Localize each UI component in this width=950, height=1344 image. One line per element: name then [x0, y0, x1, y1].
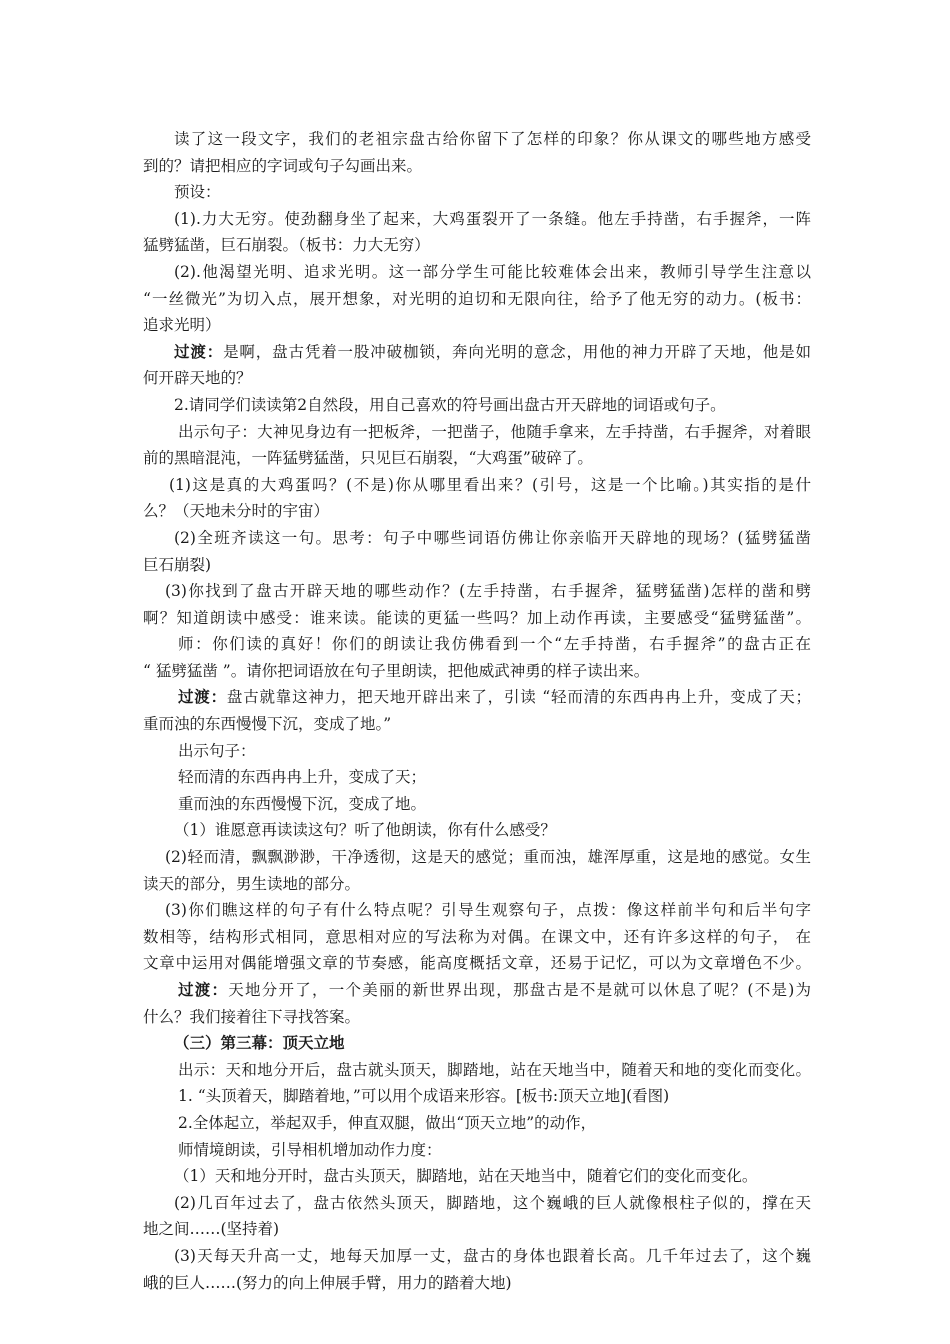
text-line [143, 1216, 811, 1243]
text-line [174, 259, 811, 286]
text-segment: 师：你们读的真好！你们的朗读让我仿佛看到一个“左手持凿，右手握斧”的盘古正在 [178, 635, 811, 654]
text-segment: 重而浊的东西慢慢下沉，变成了地。 [178, 794, 427, 813]
text-segment: 到的？请把相应的字词或句子勾画出来。 [143, 156, 423, 175]
text-line [143, 498, 811, 525]
text-line [178, 684, 811, 711]
text-segment: (2)几百年过去了，盘古依然头顶天，脚踏地，这个巍峨的巨人就像根柱子似的，撑在天 [174, 1193, 811, 1212]
bold-label: 过渡： [178, 980, 229, 999]
text-line [165, 578, 811, 605]
text-segment: 啊？知道朗读中感受：谁来读。能读的更猛一些吗？加上动作再读，主要感受“猛劈猛凿”。 [143, 608, 811, 627]
text-line [174, 339, 811, 366]
text-segment: 地之间……(坚持着) [143, 1220, 280, 1239]
text-segment: 出示句子： [178, 741, 256, 760]
text-line [143, 312, 811, 339]
text-segment: 追求光明） [143, 316, 221, 335]
text-segment: 天地分开了，一个美丽的新世界出现，那盘古是不是就可以休息了呢？(不是)为 [228, 981, 811, 999]
text-segment: (1)这是真的大鸡蛋吗？(不是)你从哪里看出来？(引号，这是一个比喻。)其实指的是什 [169, 475, 811, 494]
text-segment: 出示：天和地分开后，盘古就头顶天，脚踏地，站在天地当中，随着天和地的变化而变化。 [178, 1060, 811, 1079]
text-segment: 盘古就靠这神力，把天地开辟出来了，引读 “轻而清的东西冉冉上升，变成了天； [226, 688, 811, 707]
text-line [174, 1243, 811, 1270]
text-line [178, 764, 811, 791]
text-line [143, 286, 811, 313]
text-segment: 数相等，结构形式相同，意思相对应的写法称为对偶。在课文中，还有许多这样的句子， 在 [143, 927, 811, 946]
text-line [143, 1004, 811, 1031]
text-line [165, 897, 811, 924]
text-segment: 2.请同学们读读第2自然段，用自己喜欢的符号画出盘古开天辟地的词语或句子。 [174, 395, 726, 414]
text-line [178, 631, 811, 658]
text-segment: 预设： [174, 183, 221, 202]
text-segment: 师情境朗读，引导相机增加动作力度： [178, 1140, 442, 1159]
text-line [174, 1190, 811, 1217]
text-line [174, 817, 811, 844]
text-segment: (2).他渴望光明、追求光明。这一部分学生可能比较难体会出来，教师引导学生注意以 [174, 262, 811, 281]
text-line [143, 924, 811, 951]
text-segment: (2)全班齐读这一句。思考：句子中哪些词语仿佛让你亲临开天辟地的现场？(猛劈猛凿 [174, 528, 811, 547]
text-segment: (3)你找到了盘古开辟天地的哪些动作？(左手持凿，右手握斧，猛劈猛凿)怎样的凿和劈 [165, 582, 811, 601]
text-segment: 轻而清的东西冉冉上升，变成了天； [178, 768, 427, 787]
text-segment: （1）天和地分开时，盘古头顶天，脚踏地，站在天地当中，随着它们的变化而变化。 [174, 1167, 758, 1186]
text-line [178, 1110, 811, 1137]
text-line [143, 871, 811, 898]
text-line [143, 711, 811, 738]
text-line [178, 1057, 811, 1084]
text-line [178, 1083, 811, 1110]
text-segment: 读天的部分，男生读地的部分。 [143, 874, 361, 893]
text-segment: 巨石崩裂) [143, 555, 212, 574]
text-line [169, 472, 811, 499]
text-line [178, 1137, 811, 1164]
text-line [143, 153, 811, 180]
text-line [178, 791, 811, 818]
bold-label: 过渡： [178, 687, 227, 707]
text-line [178, 419, 811, 446]
text-line [178, 738, 811, 765]
bold-label: 过渡： [174, 341, 224, 361]
text-segment: 么？（天地未分时的宇宙） [143, 502, 330, 521]
text-segment: 何开辟天地的？ [143, 369, 252, 388]
text-segment: (1).力大无穷。使劲翻身坐了起来，大鸡蛋裂开了一条缝。他左手持凿，右手握斧，一阵 [174, 209, 811, 228]
bold-label: （三）第三幕：顶天立地 [174, 1033, 345, 1053]
text-segment: (3)你们瞧这样的句子有什么特点呢？引导生观察句子，点拨：像这样前半句和后半句字 [165, 901, 811, 920]
text-segment: 读了这一段文字，我们的老祖宗盘古给你留下了怎样的印象？你从课文的哪些地方感受 [174, 130, 811, 148]
text-segment: 峨的巨人……(努力的向上伸展手臂，用力的踏着大地) [143, 1273, 512, 1292]
text-segment: 文章中运用对偶能增强文章的节奏感，能高度概括文章，还易于记忆，可以为文章增色不少。 [143, 954, 811, 973]
text-segment: (2)轻而清，飘飘渺渺，干净透彻，这是天的感觉；重而浊，雄浑厚重，这是地的感觉。女生 [165, 848, 811, 867]
text-line [174, 525, 811, 552]
text-segment: （1）谁愿意再读读这句？听了他朗读，你有什么感受？ [174, 821, 556, 840]
text-segment: “一丝微光”为切入点，展开想象，对光明的迫切和无限向往，给予了他无穷的动力。(板书： [143, 289, 811, 308]
text-segment: 什么？我们接着往下寻找答案。 [143, 1007, 361, 1026]
text-line [174, 206, 811, 233]
text-line [174, 1163, 811, 1190]
lesson-plan-text [143, 126, 811, 1296]
text-segment: “ 猛劈猛凿 ”。请你把词语放在句子里朗读，把他威武神勇的样子读出来。 [143, 661, 650, 680]
text-segment: 出示句子：大神见身边有一把板斧，一把凿子，他随手拿来，左手持凿，右手握斧，对着眼 [178, 422, 811, 441]
text-line [165, 844, 811, 871]
text-segment: 1. “头顶着天，脚踏着地，”可以用个成语来形容。[板书:顶天立地](看图) [178, 1087, 670, 1106]
text-line [174, 126, 811, 153]
text-segment: (3)天每天升高一丈，地每天加厚一丈，盘古的身体也跟着长高。几千年过去了，这个巍 [174, 1246, 811, 1265]
text-segment: 2.全体起立，举起双手，伸直双腿，做出“顶天立地”的动作， [178, 1113, 597, 1132]
text-line [143, 605, 811, 632]
text-line [174, 1030, 811, 1057]
text-line [143, 232, 811, 259]
text-line [143, 658, 811, 685]
text-segment: 猛劈猛凿，巨石崩裂。（板书：力大无穷） [143, 236, 430, 255]
text-segment: 是啊，盘古凭着一股冲破枷锁，奔向光明的意念，用他的神力开辟了天地，他是如 [223, 342, 811, 361]
text-line [143, 365, 811, 392]
text-line [143, 950, 811, 977]
text-line [143, 445, 811, 472]
text-line [178, 977, 811, 1004]
text-segment: 前的黑暗混沌，一阵猛劈猛凿，只见巨石崩裂，“大鸡蛋”破碎了。 [143, 449, 593, 468]
text-line [143, 1270, 811, 1297]
text-line [143, 552, 811, 579]
text-line [174, 179, 811, 206]
text-line [174, 392, 811, 419]
text-segment: 重而浊的东西慢慢下沉，变成了地。” [143, 715, 392, 734]
